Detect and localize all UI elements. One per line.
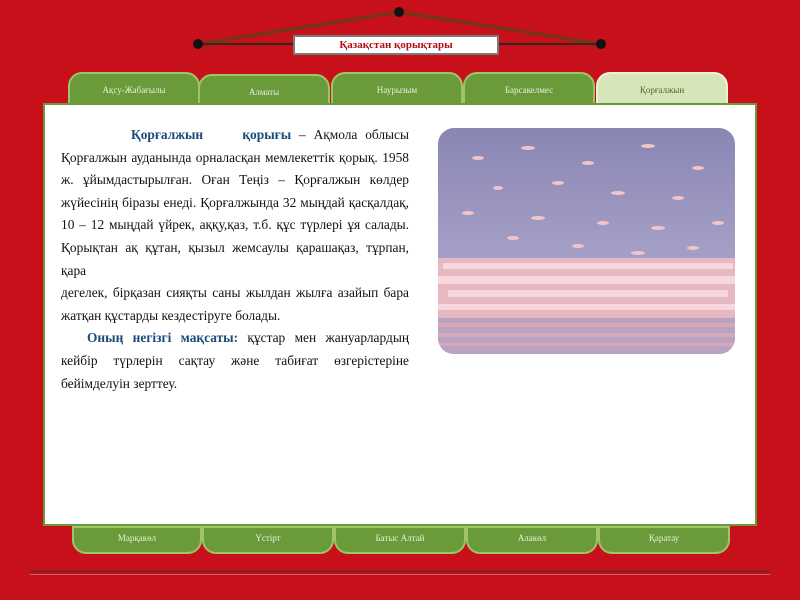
tab-label: Батыс Алтай: [375, 533, 425, 543]
description-text: [61, 124, 409, 395]
tab-label: Қаратау: [648, 533, 680, 543]
paragraph-2: дегелек, бірқазан сияқты саны жылдан жылға азайып бара жатқан құстарды кездестіруге болады.: [61, 285, 409, 323]
tab-label: Барсакелмес: [504, 85, 554, 95]
paragraph-3: құстар мен жануарлардың кейбір түрлерін сақтау және табиғат өзгерістеріне бейімделуін зерттеу.: [61, 330, 409, 391]
tab-label: Марқакөл: [117, 533, 157, 543]
page-title: Қазақстан қорықтары: [293, 35, 499, 55]
reserve-name: Қорғалжын қорығы: [131, 127, 292, 142]
tab-label: Наурызым: [376, 85, 418, 95]
tab-label: Алматы: [248, 87, 280, 97]
goal-heading: Оның негізгі мақсаты:: [87, 330, 239, 346]
flamingo-photo: [438, 128, 735, 354]
tab-korgalzhyn[interactable]: [596, 72, 728, 106]
tab-aksu-zhabagly[interactable]: [68, 72, 200, 106]
footer-divider: [30, 570, 770, 573]
tab-label: Алакөл: [517, 533, 547, 543]
tab-label: Ақсу-Жабағылы: [102, 85, 166, 95]
tab-label: Үстірт: [255, 533, 281, 543]
tab-alakol[interactable]: [466, 526, 598, 554]
footer-divider-highlight: [30, 574, 770, 575]
tab-barsakelmes[interactable]: [463, 72, 595, 106]
tab-batys-altai[interactable]: [334, 526, 466, 554]
paragraph-1: – Ақмола облысы Қорғалжын ауданында орналасқан мемлекеттік қорық. 1958 ж. ұйымдастырылған. Оған Теңіз – Қорғалжын көлдер жүйесінің біразы енеді. Қорғалжында 32 мыңдай қасқалдақ, 10 – 12 мыңдай үйрек, аққу,қаз, т.б. құс түрлері ұя салады. Қорықтан ақ құтан, қызыл жемсаулы қарашақаз, тұрпан, қара: [61, 127, 409, 278]
tab-naurzum[interactable]: [331, 72, 463, 106]
tab-markakol[interactable]: [72, 526, 202, 554]
tab-ustirt[interactable]: [202, 526, 334, 554]
tab-karatau[interactable]: [598, 526, 730, 554]
tab-label: Қорғалжын: [639, 85, 685, 95]
